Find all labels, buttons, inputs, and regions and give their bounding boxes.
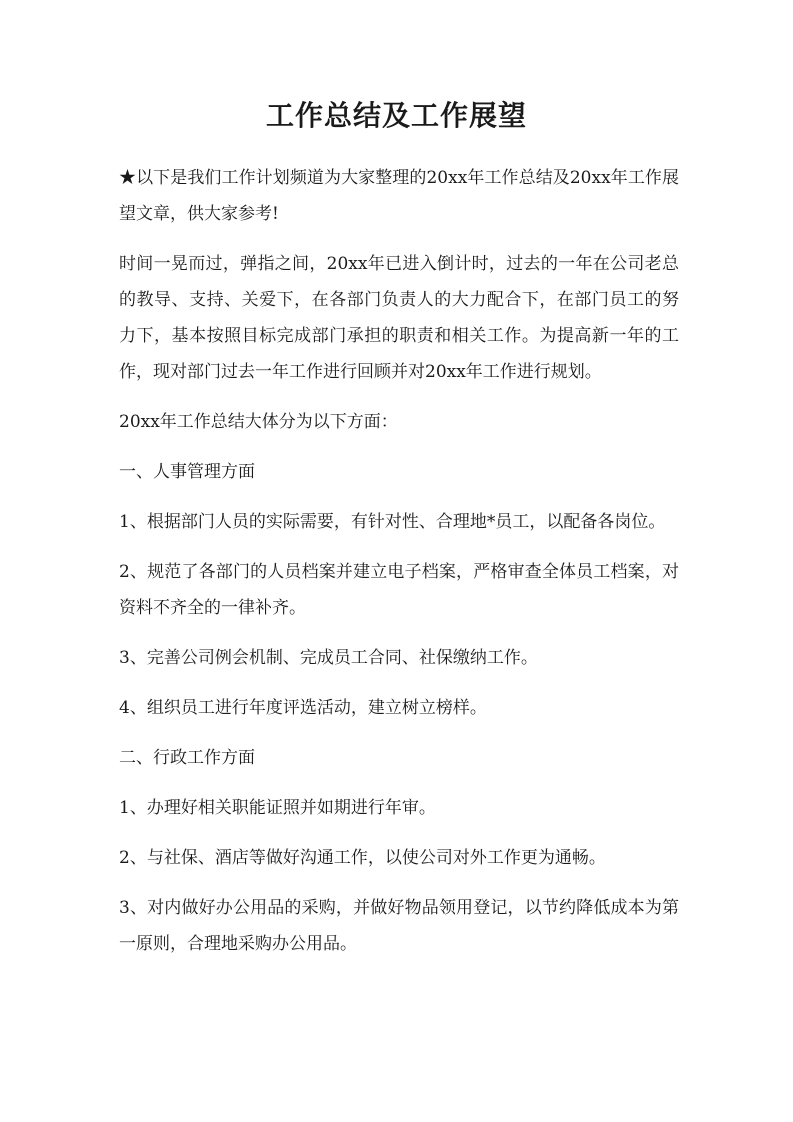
hr-item-3: 3、完善公司例会机制、完成员工合同、社保缴纳工作。 — [119, 648, 538, 668]
hr-item-2: 2、规范了各部门的人员档案并建立电子档案，严格审查全体员工档案，对资料不齐全的一律补齐。 — [119, 562, 679, 618]
admin-item-3: 3、对内做好办公用品的采购，并做好物品领用登记，以节约降低成本为第一原则，合理地采购办公用品。 — [119, 898, 679, 954]
section-heading-hr: 一、人事管理方面 — [119, 462, 255, 482]
admin-item-2: 2、与社保、酒店等做好沟通工作，以使公司对外工作更为通畅。 — [119, 848, 606, 868]
summary-lead-paragraph: 20xx年工作总结大体分为以下方面： — [119, 412, 398, 432]
document-title: 工作总结及工作展望 — [265, 99, 527, 132]
document-body — [119, 160, 679, 976]
hr-item-1: 1、根据部门人员的实际需要，有针对性、合理地*员工，以配备各岗位。 — [119, 512, 666, 532]
overview-paragraph: 时间一晃而过，弹指之间，20xx年已进入倒计时，过去的一年在公司老总的教导、支持、关爱下，在各部门负责人的大力配合下，在部门员工的努力下，基本按照目标完成部门承担的职责和相关工作。为提高新一年的工作，现对部门过去一年工作进行回顾并对20xx年工作进行规划。 — [119, 254, 679, 382]
hr-item-4: 4、组织员工进行年度评选活动，建立树立榜样。 — [119, 698, 487, 718]
admin-item-1: 1、办理好相关职能证照并如期进行年审。 — [119, 798, 436, 818]
section-heading-admin: 二、行政工作方面 — [119, 748, 255, 768]
intro-paragraph: ★以下是我们工作计划频道为大家整理的20xx年工作总结及20xx年工作展望文章，供大家参考! — [119, 168, 679, 224]
